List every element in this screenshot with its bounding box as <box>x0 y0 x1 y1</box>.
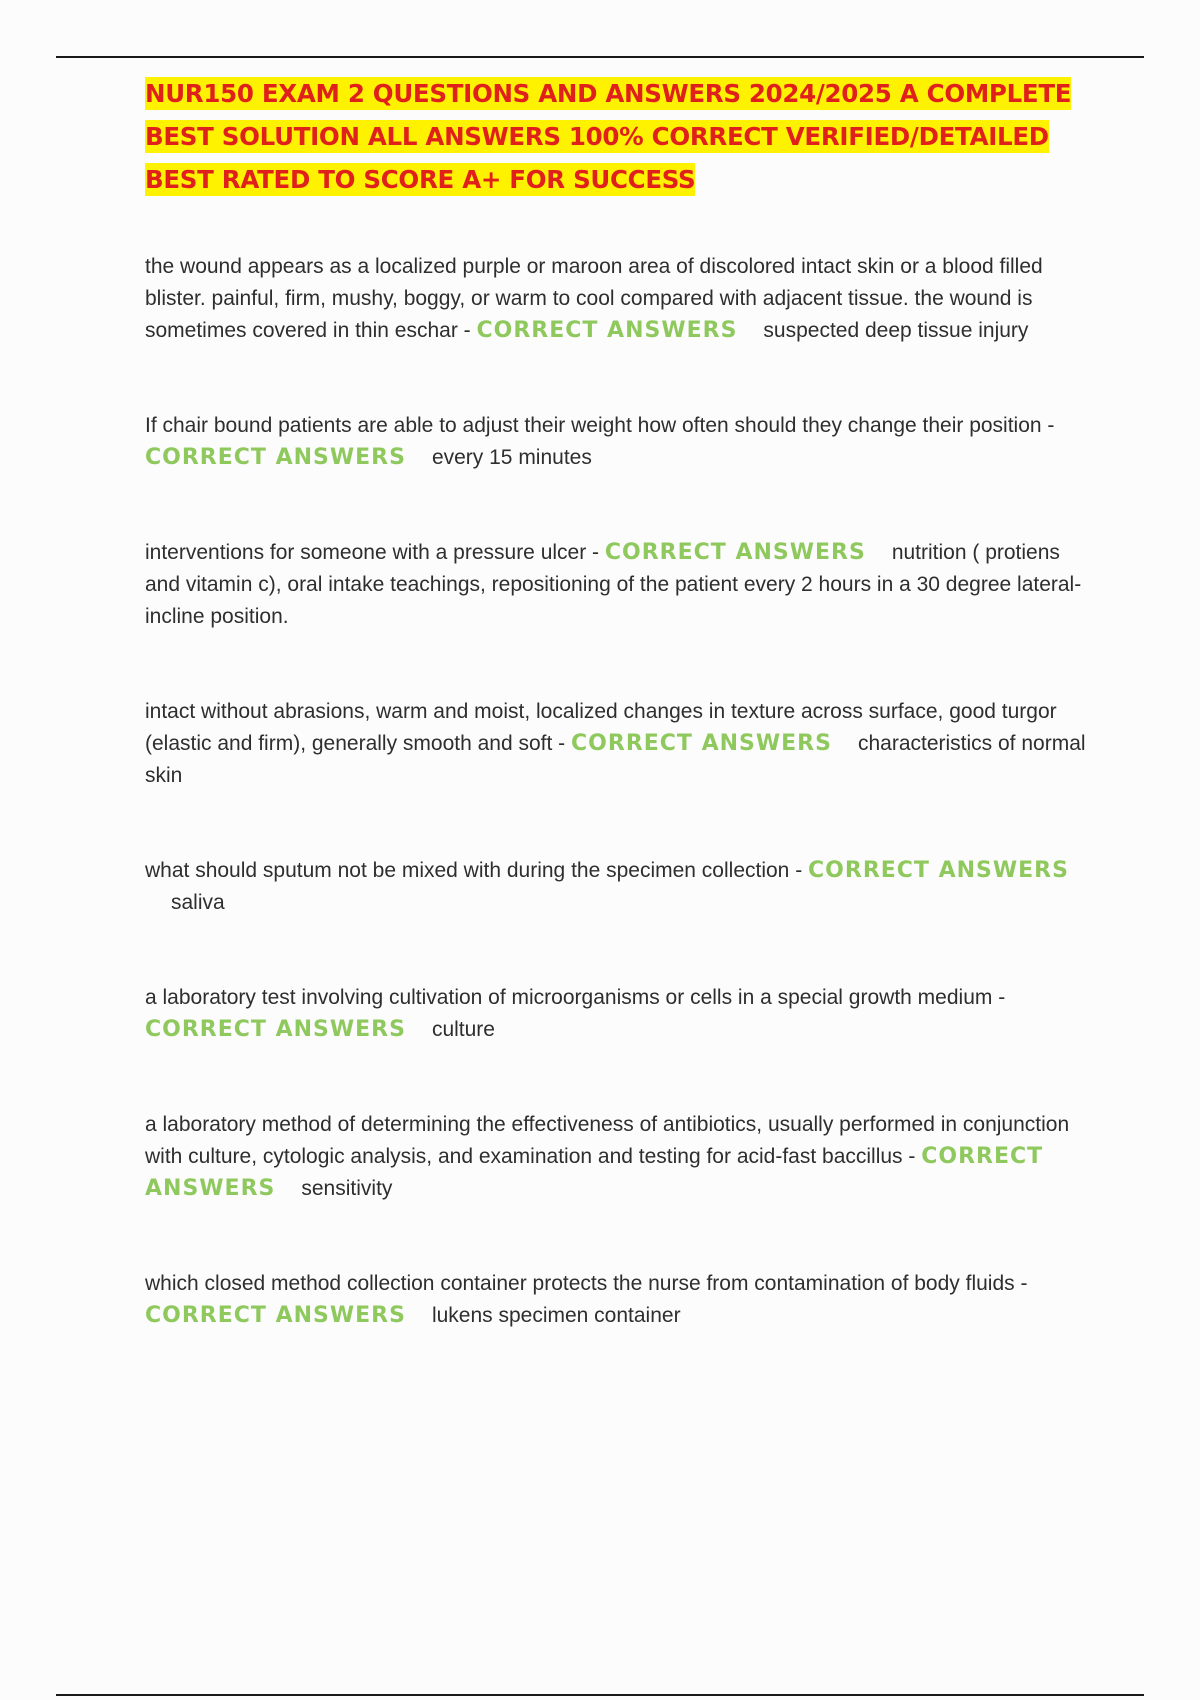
answer-text: every 15 minutes <box>431 446 592 469</box>
answer-text: sensitivity <box>301 1177 393 1200</box>
document-title <box>145 72 1090 201</box>
qa-item <box>145 855 1090 919</box>
correct-answers-label: CORRECT ANSWERS <box>476 318 738 343</box>
question-text: interventions for someone with a pressure ulcer - <box>145 541 600 564</box>
document-body <box>145 72 1090 1353</box>
qa-item <box>145 982 1090 1046</box>
answer-text: culture <box>431 1018 495 1041</box>
correct-answers-label: CORRECT ANSWERS <box>145 445 406 470</box>
correct-answers-label: CORRECT ANSWERS <box>808 858 1069 883</box>
page-top-rule <box>56 56 1144 58</box>
qa-item <box>145 410 1090 474</box>
answer-text: suspected deep tissue injury <box>763 319 1029 342</box>
question-text: a laboratory test involving cultivation of microorganisms or cells in a special growth medium - <box>145 986 1006 1009</box>
qa-item <box>145 251 1090 347</box>
question-text: If chair bound patients are able to adjust their weight how often should they change their position - <box>145 414 1055 437</box>
document-title-text: NUR150 EXAM 2 QUESTIONS AND ANSWERS 2024/2025 A COMPLETE BEST SOLUTION ALL ANSWERS 100% CORRECT VERIFIED/DETAILED BEST RATED TO SCORE A+ FOR SUCCESS <box>145 79 1072 194</box>
correct-answers-label: CORRECT ANSWERS <box>145 1303 406 1328</box>
question-text: the wound appears as a localized purple or maroon area of discolored intact skin or a blood filled blister. painful, firm, mushy, boggy, or warm to cool compared with adjacent tissue. the wound is sometimes covered in thin eschar - <box>145 255 1043 342</box>
correct-answers-label: CORRECT ANSWERS <box>571 731 832 756</box>
qa-item <box>145 1268 1090 1332</box>
answer-text: lukens specimen container <box>431 1304 681 1327</box>
correct-answers-label: CORRECT ANSWERS <box>145 1144 1044 1201</box>
correct-answers-label: CORRECT ANSWERS <box>604 540 866 565</box>
question-text: intact without abrasions, warm and moist, localized changes in texture across surface, good turgor (elastic and firm), generally smooth and soft - <box>145 700 1057 755</box>
correct-answers-label: CORRECT ANSWERS <box>145 1017 406 1042</box>
qa-list <box>145 251 1090 1332</box>
qa-item <box>145 1109 1090 1205</box>
answer-text: nutrition ( protiens and vitamin c), oral intake teachings, repositioning of the patient every 2 hours in a 30 degree lateral-incline position. <box>145 541 1082 628</box>
question-text: what should sputum not be mixed with during the specimen collection - <box>145 859 803 882</box>
page-bottom-rule <box>56 1694 1144 1696</box>
question-text: a laboratory method of determining the effectiveness of antibiotics, usually performed in conjunction with culture, cytologic analysis, and examination and testing for acid-fast baccillus - <box>145 1113 1070 1168</box>
qa-item <box>145 696 1090 792</box>
question-text: which closed method collection container protects the nurse from contamination of body fluids - <box>145 1272 1028 1295</box>
qa-item <box>145 537 1090 633</box>
answer-text: characteristics of normal skin <box>145 732 1086 787</box>
answer-text: saliva <box>171 891 225 914</box>
